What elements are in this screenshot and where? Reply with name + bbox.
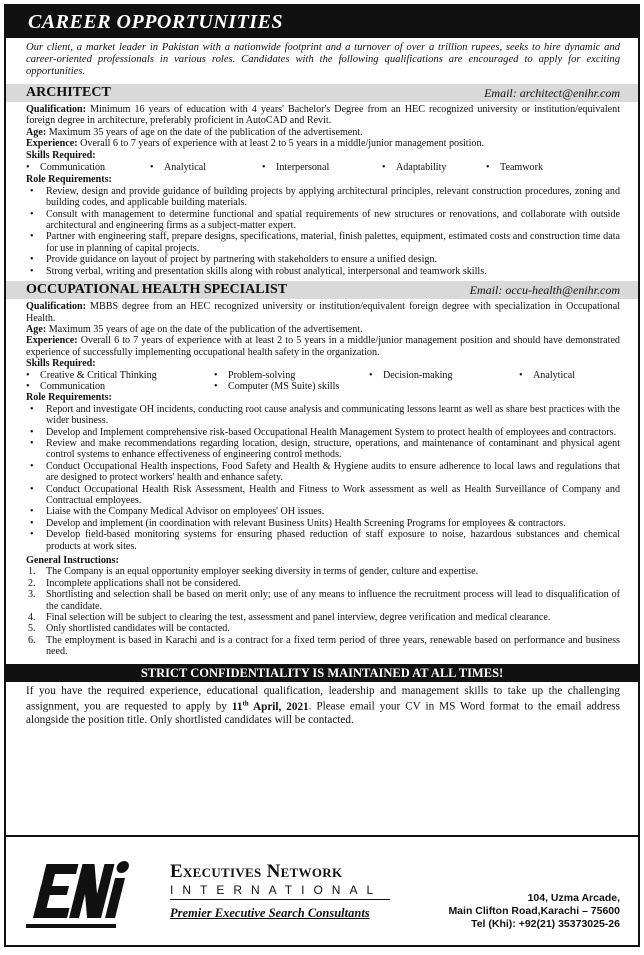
general-instructions-list [26,566,620,657]
list-item: 3. Shortlisting and selection shall be based on merit only; use of any means to influence the recruitment process will lead to disqualification of the candidate. [28,589,620,612]
list-item: • Develop and implement (in coordination with relevant Business Units) Health Screening Programs for employees & contractors. [26,518,620,529]
page-title: CAREER OPPORTUNITIES [6,6,638,38]
company-subtitle: INTERNATIONAL [170,883,390,900]
skill-item: • Interpersonal [262,162,382,173]
skill-item: • Teamwork [486,162,547,173]
list-item: • Partner with engineering staff, prepare designs, specifications, material, finish palettes, equipment, estimated costs and construction time data for use in planning of capital projects. [26,231,620,254]
ohs-header [6,281,638,299]
eni-logo-graphic [26,850,136,932]
company-tagline: Premier Executive Search Consultants [170,906,370,920]
architect-age: Age: Maximum 35 years of age on the date of the publication of the advertisement. [26,126,363,138]
eni-logo [26,850,136,932]
architect-roles-label: Role Requirements: [26,174,112,186]
footer [6,835,638,945]
general-instructions-label: General Instructions: [26,555,119,567]
ohs-skills-list [26,370,620,393]
list-item: 5. Only shortlisted candidates will be contacted. [28,623,230,635]
list-item: • Develop field-based monitoring systems for ensuring phased reduction of staff exposure to noise, hazardous substances and chemical products at work sites. [26,529,620,552]
architect-email[interactable]: Email: architect@enihr.com [484,85,620,100]
company-block [170,861,420,921]
closing-paragraph: If you have the required experience, educational qualification, leadership and management skills to take up the challenging assignment, you are requested to apply by 11th April, 2021. Please email your CV in MS Word format to the email address alongside the position title. Only shortlisted candidates will be contacted. [26,684,620,726]
skill-item: • Adaptability [382,162,486,173]
architect-qualification: Qualification: Minimum 16 years of education with 4 years' Bachelor's Degree from an HEC recognized university or institution/equivalent foreign degree in architecture, preferably proficient in AutoCAD and Revit. [26,104,620,127]
list-item: 2. Incomplete applications shall not be considered. [28,577,241,589]
list-item: • Review and make recommendations regarding location, design, structure, operations, and maintenance of contaminant and physical agent control systems to enhance effectiveness of engineering control methods. [26,438,620,461]
skill-item: • Analytical [150,162,262,173]
ohs-roles-label: Role Requirements: [26,392,112,404]
list-item: • Conduct Occupational Health Risk Assessment, Health and Fitness to Work assessment as well as Health Surveillance of Company and Contractual employees. [26,484,620,507]
company-address: 104, Uzma Arcade, Main Clifton Road,Karachi – 75600 Tel (Khi): +92(21) 35373025-26 [448,892,620,930]
architect-body [6,102,638,279]
architect-experience: Experience: Overall 6 to 7 years of experience with at least 2 to 5 years in a middle/junior management position. [26,138,485,150]
job-advertisement [4,4,640,947]
list-item: 4. Final selection will be subject to clearing the test, assessment and panel interview, degree verification and medical clearance. [28,612,551,624]
ohs-roles-list [26,404,620,552]
list-item: 1. The Company is an equal opportunity employer seeking diversity in terms of gender, culture and expertise. [28,566,479,578]
skill-item: • Computer (MS Suite) skills [214,381,369,392]
list-item: • Liaise with the Company Medical Advisor on employees' OH issues. [26,506,620,517]
confidentiality-banner: STRICT CONFIDENTIALITY IS MAINTAINED AT ALL TIMES! [6,664,638,682]
ohs-skills-label: Skills Required: [26,358,96,370]
list-item: • Consult with management to determine functional and spatial requirements of new structures or renovations, and collaborate with outside architectural and engineering firms as a subject-matter expert. [26,209,620,232]
deadline-date: 11th April, 2021 [231,699,309,714]
skill-item: • Decision-making [369,370,519,381]
list-item: • Provide guidance on layout of project by partnering with stakeholders to ensure a unified design. [26,254,620,265]
architect-skills-label: Skills Required: [26,149,96,161]
skill-item: • Communication [26,162,150,173]
ohs-experience: Experience: Overall 6 to 7 years of experience with at least 2 to 5 years in a middle/junior management position and should have demonstrated experience of successfully implementing occupational health safety in the organization. [26,335,620,358]
list-item: • Review, design and provide guidance of building projects by applying architectural principles, relevant construction procedures, zoning and building codes, and applicable building materials. [26,186,620,209]
ohs-body [6,299,638,660]
list-item: • Develop and Implement comprehensive risk-based Occupational Health Management System to protect health of employees and contractors. [26,427,620,438]
ohs-title: OCCUPATIONAL HEALTH SPECIALIST [26,282,288,298]
ohs-age: Age: Maximum 35 years of age on the date of the publication of the advertisement. [26,323,363,335]
intro-paragraph: Our client, a market leader in Pakistan with a nationwide footprint and a turnover of over a trillion rupees, seeks to hire dynamic and career-oriented professionals in various roles. Candidates with the following qualifications are encouraged to apply for exciting opportunities. [26,42,620,77]
ohs-email[interactable]: Email: occu-health@enihr.com [469,282,620,297]
list-item: 6. The employment is based in Karachi and is a contract for a fixed term period of three years, renewable based on performance and business need. [28,634,620,658]
list-item: • Report and investigate OH incidents, conducting root cause analysis and communicating lessons learnt as well as share best practices with the wider business. [26,404,620,427]
architect-skills-list [26,162,620,173]
list-item: • Conduct Occupational Health inspections, Food Safety and Health & Hygiene audits to ensure adherence to local laws and regulations that are designed to protect workers' health and enhance safety. [26,461,620,484]
skill-item: • Creative & Critical Thinking [26,370,214,381]
skill-item: • Communication [26,381,214,392]
company-name: Executives Network [170,861,343,882]
architect-header [6,84,638,102]
list-item: • Strong verbal, writing and presentation skills along with robust analytical, interpersonal and teamwork skills. [26,266,620,277]
architect-roles-list [26,186,620,277]
architect-title: ARCHITECT [26,85,111,100]
skill-item: • Problem-solving [214,370,369,381]
skill-item: • Analytical [519,370,619,381]
ohs-qualification: Qualification: MBBS degree from an HEC recognized university or institution/equivalent foreign degree with specialization in Occupational Health. [26,301,620,324]
